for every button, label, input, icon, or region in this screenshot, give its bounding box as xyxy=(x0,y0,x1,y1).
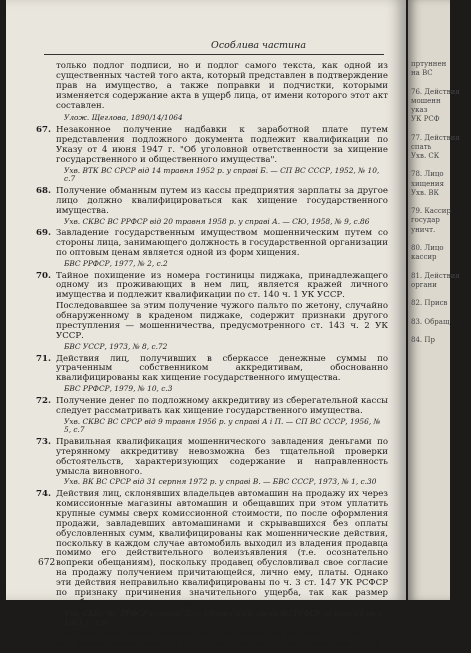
entry-67 xyxy=(36,126,388,184)
entry-source: Ухв. СКВС ВС РРФСР у справі Л. — Обзор судеб. пр-ки ВС РРФСР за третій кв-л 1981 г., с.9 xyxy=(64,608,383,627)
entry-source: Ухв. ВТК ВС СРСР від 14 травня 1952 р. у справі Б. — СП ВС СССР, 1952, № 10, с.7 xyxy=(64,165,380,184)
entry-72 xyxy=(36,397,388,435)
entry-74 xyxy=(36,490,388,627)
entry-75 xyxy=(36,630,388,650)
page-number: 672 xyxy=(38,558,56,568)
section-title: Особлива частина xyxy=(211,40,306,51)
entry-69 xyxy=(36,229,388,268)
entry-text: Действия покупателя автомашины, обещавшего продавцу уплатить за нее помимо комиссионной цены дополнительную, но обманным путем xyxy=(56,629,388,649)
entry-number: 68. xyxy=(36,185,51,196)
entry-number: 70. xyxy=(36,270,51,281)
entry-68 xyxy=(36,187,388,226)
page-content xyxy=(36,62,388,653)
entry-source: Ухв. СКВС ВС РРФСР від 20 травня 1958 р. у справі А. — СЮ, 1958, № 9, с.86 xyxy=(64,216,370,226)
running-header xyxy=(44,40,384,55)
entry-70 xyxy=(36,272,388,352)
entry-source: БВС РРФСР, 1977, № 2, с.2 xyxy=(64,258,168,268)
intro-text: только подлог подписи, но и подлог самого текста, как одной из существенных частей того акта, который представлен в подтверждение прав на имущество, а также поправки и подчистки, которыми изменяется содержание акта в ущерб лица, от имени которого этот акт составлен. xyxy=(56,61,388,111)
entry-number: 71. xyxy=(36,353,51,364)
entry-number: 67. xyxy=(36,125,51,136)
entry-text: Действия лиц, склонявших владельцев автомашин на продажу их через комиссионные магазины автомашин и обещавших при этом уплатить крупные суммы сверх комиссионной стоимости, по после оформления продажи, завладевших автомашинами и скрывавшихся без оплаты обусловленных сумм, квалифицированы как мошеннические действия, поскольку в каждом случае автомобиль выходил из владения продавца помимо его действительного волеизъявления (т.е. осознательно вопреки обещаниям), поскольку продавец обусловливал свое согласие на продажу получением причитающейся, лично ему, платы. Однако эти действия неправильно квалифицированы по ч. 3 ст. 147 УК РСФСР по признаку причинения значительного ущерба, так как размер ущерба не является крупным. xyxy=(56,489,388,608)
entry-text: Завладение государственным имуществом мошенническим путем со стороны лица, занимающего должность в государственной организации по оптовым ценам является одной из форм хищения. xyxy=(56,228,388,259)
entry-number: 69. xyxy=(36,228,51,239)
entry-71 xyxy=(36,355,388,394)
entry-source: Ухв. СКВС ВС СРСР від 9 травня 1956 р. у справі А і П. — СП ВС СССР, 1956, № 5, с.7 xyxy=(64,416,381,435)
intro-source: Улож. Щеглова, 1890/14/1064 xyxy=(64,112,183,122)
entry-number: 72. xyxy=(36,395,51,406)
entry-text: Получение денег по подложному аккредитиву из сберегательной кассы следует рассматривать как хищение государственного имущества. xyxy=(56,395,388,416)
entry-text: Действия лиц, получивших в сберкассе денежные суммы по утраченным собственником аккредитивам, обоснованно квалифицированы как хищение государственного имущества. xyxy=(56,353,388,384)
entry-number: 74. xyxy=(36,489,51,500)
right-page xyxy=(408,0,460,600)
entry-text-continued: Последовавшее за этим получение чужого пальто по жетону, случайно обнаруженному в краденом пиджаке, содержит признаки другого преступления — мошенничества, предусмотренного ст. 143 ч. 2 УК УССР. xyxy=(56,301,388,341)
right-page-text: пртуннен на ВС 76. Действия мошенн указ УК РСФ 77. Действия спать Ухв. СК 78. Лицо хищения Ухв. ВК 79. Кассир государ уничт. 80. Лицо кассир 81. Действия органи 82. Присв 83. Обращ 84. Пр xyxy=(411,60,460,345)
entry-source: БВС УССР, 1973, № 8, с.72 xyxy=(64,341,168,351)
entry-text: Незаконное получение надбавки к заработной плате путем представления подложного документа подлежит квалификации по Указу от 4 июня 1947 г. "Об уголовной ответственности за хищение государственного и общественного имущества". xyxy=(56,125,388,165)
entry-number: 73. xyxy=(36,436,51,447)
entry-number: 75. xyxy=(36,629,51,640)
entry-source: БВС РРФСР, 1979, № 10, с.3 xyxy=(64,384,173,394)
entry-text: Получение обманным путем из кассы предприятия зарплаты за другое лицо должно квалифицироваться как хищение государственного имущества. xyxy=(56,185,388,216)
entry-73 xyxy=(36,438,388,487)
entry-text: Тайное похищение из номера гостиницы пиджака, принадлежащего одному из проживающих в нем лиц, является кражей личного имущества и подлежит квалификации по ст. 140 ч. 1 УК УССР. xyxy=(56,270,388,301)
entry-source: Ухв. ВК ВС СРСР від 31 серпня 1972 р. у справі В. — БВС СССР, 1973, № 1, с.30 xyxy=(64,477,377,487)
entry-text: Правильная квалификация мошеннического завладения деньгами по утерянному аккредитиву невозможна без тщательной проверки обстоятельств, характеризующих содержание и направленность умысла виновного. xyxy=(56,436,388,477)
left-page xyxy=(6,0,406,649)
